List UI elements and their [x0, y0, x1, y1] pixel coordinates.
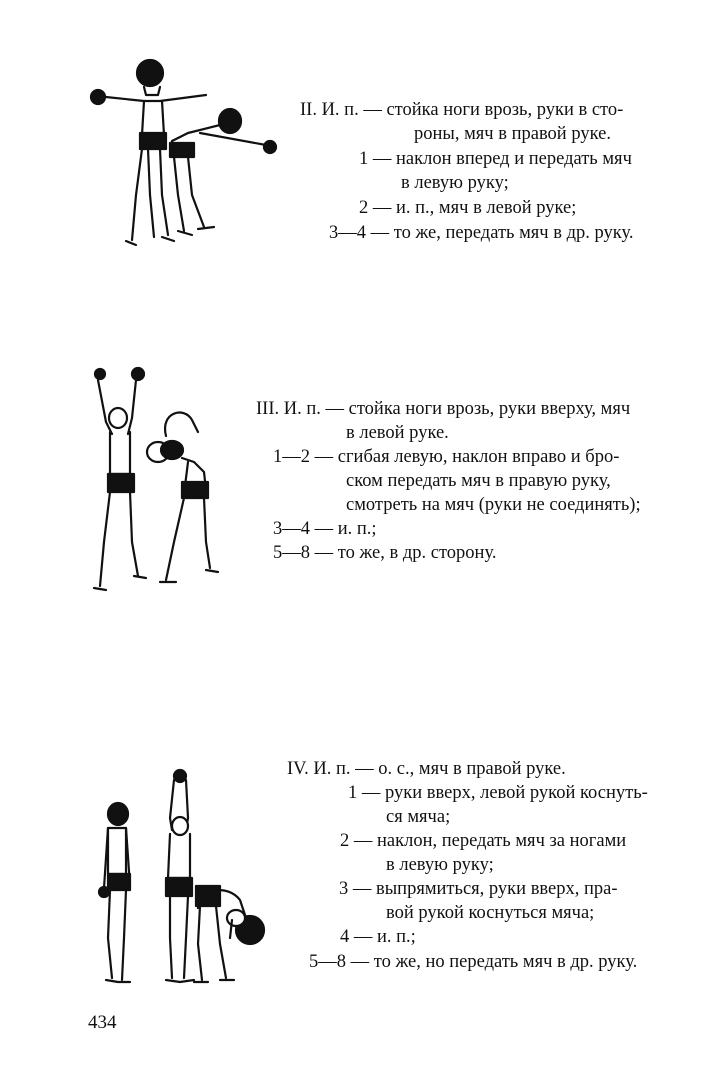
exercise-3-line-4: ском передать мяч в правую руку, [346, 471, 611, 491]
exercise-2-line-2: роны, мяч в правой руке. [414, 124, 611, 144]
exercise-2-line-6: 3—4 — то же, передать мяч в др. руку. [329, 223, 634, 243]
exercise-3-line-7: 5—8 — то же, в др. сторону. [273, 543, 497, 563]
exercise-4-line-3: ся мяча; [386, 807, 451, 827]
exercise-4-line-5: в левую руку; [386, 855, 494, 875]
exercise-3-illustration [88, 362, 228, 592]
exercise-3-line-2: в левой руке. [346, 423, 449, 443]
exercise-3-line-6: 3—4 — и. п.; [273, 519, 377, 539]
exercise-2-line-5: 2 — и. п., мяч в левой руке; [359, 198, 577, 218]
exercise-4-illustration [90, 768, 270, 998]
exercise-4-line-8: 4 — и. п.; [340, 927, 416, 947]
exercise-2-line-1: II. И. п. — стойка ноги врозь, руки в сто- [300, 100, 624, 120]
exercise-3-line-1: III. И. п. — стойка ноги врозь, руки вверху, мяч [256, 399, 631, 419]
exercise-4-line-2: 1 — руки вверх, левой рукой коснуть- [348, 783, 648, 803]
exercise-3-line-5: смотреть на мяч (руки не соединять); [346, 495, 641, 515]
exercise-4-line-4: 2 — наклон, передать мяч за ногами [340, 831, 627, 851]
exercise-2-line-4: в левую руку; [401, 173, 509, 193]
exercise-2-illustration [88, 55, 288, 250]
exercise-4-line-9: 5—8 — то же, но передать мяч в др. руку. [309, 952, 638, 972]
exercise-4-line-7: вой рукой коснуться мяча; [386, 903, 595, 923]
page-number: 434 [88, 1012, 117, 1033]
exercise-4-line-6: 3 — выпрямиться, руки вверх, пра- [339, 879, 618, 899]
exercise-2-line-3: 1 — наклон вперед и передать мяч [359, 149, 632, 169]
exercise-3-line-3: 1—2 — сгибая левую, наклон вправо и бро- [273, 447, 620, 467]
exercise-4-line-1: IV. И. п. — о. с., мяч в правой руке. [287, 759, 566, 779]
